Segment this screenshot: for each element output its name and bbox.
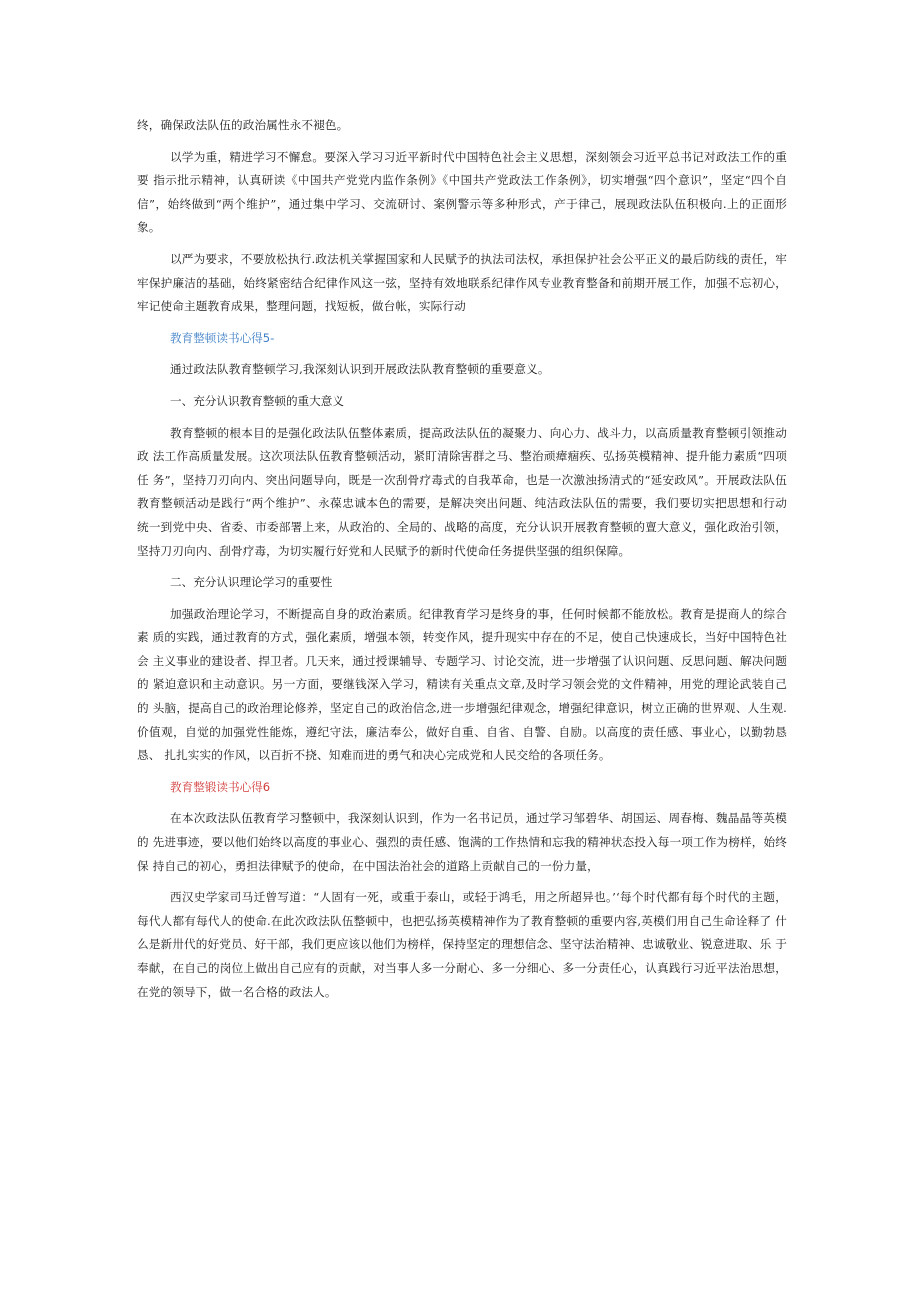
section-title-1: 一、充分认识教育整顿的重大意义: [170, 393, 344, 408]
paragraph-clerk: 在本次政法队伍教育学习整顿中，我深刻认识到，作为一名书记员，通过学习邹碧华、胡国运、周春梅、魏晶晶等英模的 先进事迹，要以他们始终以高度的事业心、强烈的责任感、饱满的工作热情和忘我的精神状态投入每一项工作为榜样，始终保 持自己的初心，勇担法律赋予的使命，在中国法治社会的道路上贡献自己的一份力量，: [137, 811, 787, 873]
document-page: [137, 114, 787, 1012]
paragraph-theory: 加强政治理论学习，不断提高自身的政治素质。纪律教育学习是终身的事，任何时候都不能放松。教育是提商人的综合素 质的实践，通过教育的方式，强化素质，增强本领，转变作风，提升现实中存在的不足，使自己快速成长，当好中国特色社会 主义事业的建设者、捍卫者。几天来，通过授课辅导、专题学习、讨论交流，进一步增强了认识问题、反思问题、解决问题的 紧迫意识和主动意识。另一方面，要继钱深入学习，精读有关重点文章,及时学习领会党的文件精神，用党的理论武装自己的 头脑，提高自己的政治理论修养，坚定自己的政治信念,进一步增强纪律观念，增强纪律意识，树立正确的世界观、人生观. 价值观，自觉的加强党性能炼，遵纪守法，廉洁奉公，做好自重、自省、自警、自励。以高度的责任感、事业心，以勤勃恳恳、 扎扎实实的作风，以百折不挠、知难而进的勇气和决心完成党和人民交给的各项任务。: [137, 606, 787, 763]
paragraph-sima-qian: 西汉史学家司马迁曾写道：“人固有一死，或重于泰山，或轻于鸿毛，用之所超异也。’‘每个时代都有每个时代的主题， 每代人都有每代人的使命.在此次政法队伍整顿中，也把弘扬英模精神作为了教育整顿的重要内容,英模们用自己生命诠释了 什么是新卅代的好党员、好干部，我们更应该以他们为榜样，保持坚定的理想信念、坚守法治精神、忠诚敬业、锐意进取、乐 于奉献，在自己的岗位上做出自己应有的贡献，对当事人多一分耐心、多一分细心、多一分责任心，认真践行习近平法治思想， 在党的领导下，做一名合格的政法人。: [137, 890, 787, 999]
paragraph-continuation: 终，确保政法队伍的政治属性永不褪色。: [137, 118, 349, 132]
paragraph-study: 以学为重，精进学习不懈怠。要深入学习习近平新时代中国特色社会主义思想，深刻领会习近平总书记对政法工作的重要 指示批示精神，认真研读《中国共产党党内监作条例》《中国共产党政法工作条例》，切实增强“四个意识”，坚定“四个自 信”，始终做到“两个维护”，通过集中学习、交流研讨、案例警示等多种形式，产于律己，展现政法队伍积极向.上的正面形 象。: [137, 149, 787, 235]
heading-reading-notes-6: 教育整锻读书心得6: [170, 779, 271, 794]
section-title-2: 二、充分认识理论学习的重要性: [170, 575, 333, 590]
paragraph-strict: 以严为要求，不要放松执行.政法机关掌握国家和人民赋予的执法司法权，承担保护社会公平正义的最后防线的责任，牢 牢保护廉洁的基础，始终紧密结合纪律作风这一弦，坚持有效地联系纪律作风专业教育整备和前期开展工作，加强不忘初心， 牢记使命主题教育成果，整理问题，找短板，做台帐，实际行动: [137, 251, 787, 314]
paragraph-intro: 通过政法队教育整顿学习,我深刻认识到开展政法队教育整顿的重要意义。: [170, 362, 550, 377]
heading-reading-notes-5: 教育整顿读书心得5-: [170, 330, 275, 345]
paragraph-significance: 教育整顿的根本目的是强化政法队伍整体素质，提高政法队伍的凝聚力、向心力、战斗力，以高质量教育整顿引领推动政 法工作高质量发展。这次项法队伍教育整顿活动，紧盯清除害群之马、整治顽瘴痼疾、弘扬英模精神、提升能力素质“四项任 务”，坚持刀刃向内、突出问题导向，既是一次刮骨疗毒式的自我革命，也是一次激浊扬清式的“延安政风”。开展政法队伍 教育整顿活动是践行“两个维护”、永葆忠诚本色的需要，是解决突出问题、纯洁政法队伍的需要，我们要切实把思想和行动 统一到党中央、省委、市委部署上来，从政治的、全局的、战略的高度，充分认识开展教育整顿的亶大意义，强化政治引领， 坚持刀刃向内、刮骨疗毒，为切实履行好党和人民赋予的新时代使命任务提供坚强的组织保障。: [137, 425, 787, 558]
